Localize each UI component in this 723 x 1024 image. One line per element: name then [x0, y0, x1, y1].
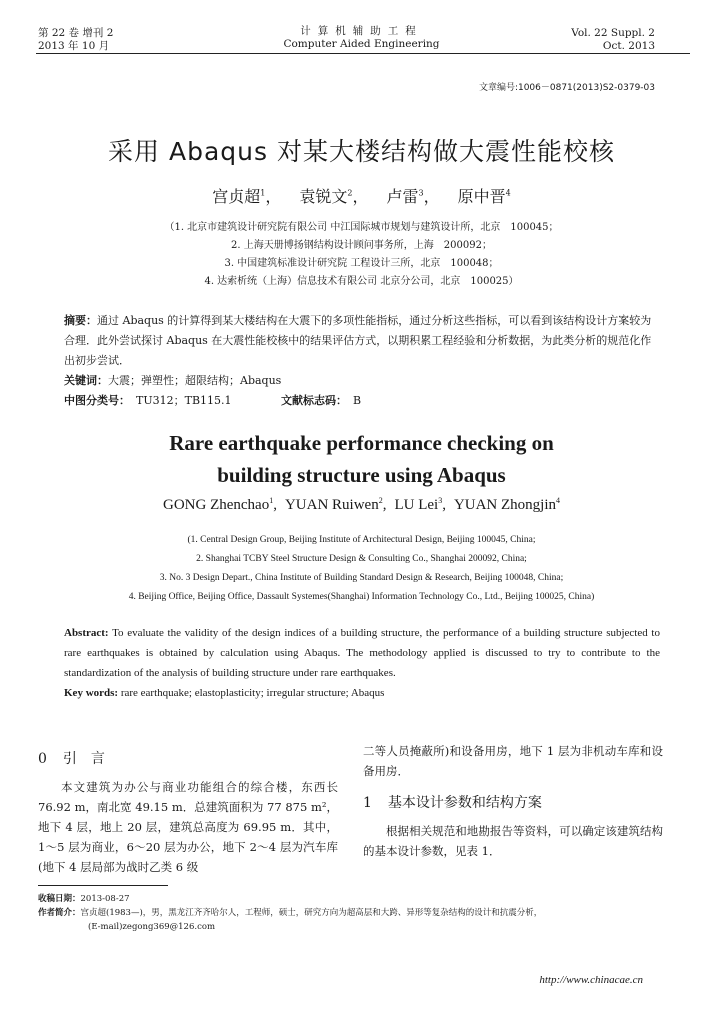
- affiliation-en: 4. Beijing Office, Beijing Office, Dassault Systemes(Shanghai) Information Technology Co., Ltd., Beijing 100025, China): [128, 592, 595, 602]
- author-affiliation-mark: 2: [347, 188, 353, 198]
- abstract-en-block: [64, 623, 660, 703]
- journal-url: http://www.chinacae.cn: [539, 974, 643, 986]
- keywords-en: [64, 683, 660, 703]
- journal-name-cn: 计算机辅助工程: [300, 25, 423, 37]
- footnote-rule: [38, 885, 168, 886]
- authors-cn: [0, 184, 723, 207]
- author-separator: ,: [442, 497, 446, 513]
- journal-volume-en: [571, 27, 655, 53]
- received-label: 收稿日期：: [38, 894, 81, 904]
- doc-code-label: 文献标志码：: [281, 394, 348, 407]
- volume-issue-en: Vol. 22 Suppl. 2: [571, 27, 655, 39]
- author-en: [285, 497, 387, 513]
- abstract-cn-label: 摘要：: [64, 314, 97, 327]
- paper-title-en: [0, 427, 723, 491]
- author-affiliation-mark: 4: [556, 496, 561, 505]
- affiliations-cn: [0, 219, 723, 291]
- section-1-heading: [363, 793, 663, 813]
- author-cn: [458, 187, 511, 206]
- abstract-en-label: Abstract:: [64, 627, 109, 639]
- affiliation-en: 2. Shanghai TCBY Steel Structure Design & Consulting Co., Shanghai 200092, China;: [196, 554, 527, 564]
- author-en: [163, 497, 277, 513]
- author-name: GONG Zhenchao: [162, 497, 270, 513]
- received-value: 2013-08-27: [80, 894, 130, 904]
- author-cn: [299, 187, 368, 206]
- affiliation-cn: 3. 中国建筑标准设计研究院 工程设计三所，北京 100048；: [224, 258, 499, 269]
- keywords-en-label: Key words:: [64, 687, 119, 699]
- author-affiliation-mark: 1: [269, 496, 274, 505]
- author-name: YUAN Zhongjin: [453, 497, 557, 513]
- author-affiliation-mark: 3: [438, 496, 443, 505]
- author-name: 袁锐文: [299, 187, 348, 206]
- body-right-column: [363, 741, 663, 861]
- issue-date: 2013 年 10 月: [38, 40, 110, 52]
- abstract-en: [64, 623, 660, 683]
- author-bio-text: 宫贞超(1983—)，男，黑龙江齐齐哈尔人，工程师，硕士，研究方向为超高层和大跨、异形等复杂结构的设计和抗震分析，: [80, 908, 543, 918]
- affiliations-en: [0, 531, 723, 607]
- keywords-cn: [64, 371, 658, 391]
- author-separator: ，: [352, 187, 369, 206]
- author-affiliation-mark: 3: [418, 188, 424, 198]
- author-email: (E-mail)zegong369@126.com: [88, 922, 216, 932]
- doc-code-value: B: [353, 394, 362, 407]
- author-name: 宫贞超: [212, 187, 261, 206]
- affiliation-cn: （1. 北京市建筑设计研究院有限公司 中江国际城市规划与建筑设计所，北京 100045；: [164, 222, 559, 233]
- section-0-paragraph: 本文建筑为办公与商业功能组合的综合楼，东西长 76.92 m，南北宽 49.15 m．总建筑面积为 77 875 m²，地下 4 层，地上 20 层，建筑总高度为 69.95 m．其中，1～5 层为商业，6～20 层为办公，地下 2～4 层为汽车库(地下 4 层局部为战时乙类 6 级: [38, 780, 338, 874]
- author-affiliation-mark: 1: [260, 188, 266, 198]
- volume-issue: 第 22 卷 增刊 2: [38, 27, 114, 39]
- author-affiliation-mark: 4: [505, 188, 511, 198]
- header-rule: [36, 53, 690, 54]
- body-left-column: [38, 747, 338, 877]
- authors-en: [0, 497, 723, 514]
- author-en: [394, 497, 445, 513]
- continued-paragraph: 二等人员掩蔽所)和设备用房，地下 1 层为非机动车库和设备用房．: [363, 744, 663, 778]
- title-en-line2: building structure using Abaqus: [217, 463, 506, 487]
- author-bio-label: 作者简介：: [38, 908, 81, 918]
- keywords-cn-label: 关键词：: [64, 374, 108, 387]
- title-en-line1: Rare earthquake performance checking on: [169, 431, 554, 455]
- keywords-en-text: rare earthquake; elastoplasticity; irregular structure; Abaqus: [118, 687, 385, 699]
- received-date: [38, 892, 678, 906]
- issue-date-en: Oct. 2013: [602, 40, 655, 52]
- keywords-cn-text: 大震；弹塑性；超限结构；Abaqus: [108, 374, 282, 387]
- section-1-paragraph: 根据相关规范和地勘报告等资料，可以确定该建筑结构的基本设计参数，见表 1．: [363, 824, 663, 858]
- author-name: 原中晋: [457, 187, 506, 206]
- author-en: [454, 497, 560, 513]
- journal-name-en: Computer Aided Engineering: [283, 38, 440, 50]
- author-separator: ，: [265, 187, 282, 206]
- section-0-title: 引 言: [62, 751, 105, 767]
- author-bio: [38, 906, 678, 920]
- affiliation-en: (1. Central Design Group, Beijing Institute of Architectural Design, Beijing 100045, China;: [187, 535, 536, 545]
- affiliation-cn: 2. 上海天册博扬钢结构设计顾问事务所，上海 200092；: [231, 240, 492, 251]
- footnote: [38, 892, 678, 934]
- abstract-cn-text: 通过 Abaqus 的计算得到某大楼结构在大震下的多项性能指标，通过分析这些指标，可以看到该结构设计方案较为合理．此外尝试探讨 Abaqus 在大震性能校核中的结果评估方式，以期积累工程经验和分析数据，为此类分析的规范化作出初步尝试．: [64, 314, 652, 367]
- article-number: 文章编号:1006－0871(2013)S2-0379-03: [478, 83, 655, 93]
- affiliation-cn: 4. 达索析统（上海）信息技术有限公司 北京分公司，北京 100025）: [204, 276, 519, 287]
- clc-value: TU312；TB115.1: [136, 394, 232, 407]
- author-separator: ，: [423, 187, 440, 206]
- section-1-number: 1: [363, 795, 372, 811]
- section-0-number: 0: [38, 751, 47, 767]
- abstract-en-text: To evaluate the validity of the design indices of a building structure, the performance of a building structure subjected to rare earthquakes is obtained by calculation using Abaqus. The methodology applied is discussed to try to contribute to the standardization of the analysis of building structure under rare earthquakes.: [64, 627, 660, 679]
- author-affiliation-mark: 2: [378, 496, 383, 505]
- author-name: YUAN Ruiwen: [284, 497, 379, 513]
- author-separator: ,: [273, 497, 277, 513]
- clc-label: 中图分类号：: [64, 394, 130, 407]
- author-cn: [387, 187, 440, 206]
- section-0-heading: [38, 749, 338, 769]
- section-1-title: 基本设计参数和结构方案: [387, 795, 542, 811]
- abstract-cn: [64, 311, 658, 371]
- abstract-cn-block: [64, 311, 658, 411]
- author-cn: [212, 187, 281, 206]
- affiliation-en: 3. No. 3 Design Depart., China Institute of Building Standard Design & Research, Beijing 100048, China;: [159, 573, 564, 583]
- classification-row: [64, 391, 658, 411]
- paper-title-cn: 采用 Abaqus 对某大楼结构做大震性能校核: [108, 137, 615, 166]
- author-name: LU Lei: [394, 497, 439, 513]
- author-separator: ,: [382, 497, 387, 513]
- author-name: 卢雷: [386, 187, 419, 206]
